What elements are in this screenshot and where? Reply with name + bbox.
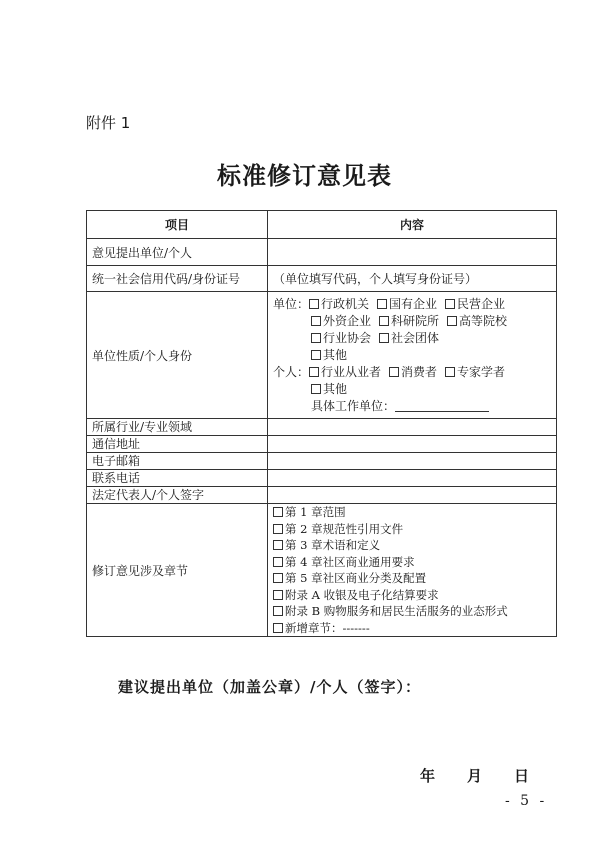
chapter-option[interactable]: 第 1 章范围 — [273, 504, 551, 521]
checkbox-option[interactable]: 国有企业 — [377, 296, 437, 313]
row-email-label: 电子邮箱 — [87, 453, 268, 470]
checkbox-option[interactable]: 外资企业 — [311, 313, 371, 330]
workplace-input[interactable] — [395, 401, 489, 412]
checkbox-icon — [311, 384, 321, 394]
row-sign-value[interactable] — [268, 487, 557, 504]
checkbox-icon — [273, 507, 283, 517]
checkbox-option[interactable]: 专家学者 — [445, 364, 505, 381]
unit-options-line-3 — [273, 330, 551, 347]
checkbox-icon — [311, 350, 321, 360]
checkbox-icon — [311, 316, 321, 326]
checkbox-icon — [389, 367, 399, 377]
unit-options-line-2 — [273, 313, 551, 330]
row-phone-label: 联系电话 — [87, 470, 268, 487]
person-options-line-1 — [273, 364, 551, 381]
row-sign-label: 法定代表人/个人签字 — [87, 487, 268, 504]
workplace-label: 具体工作单位： — [311, 398, 396, 413]
row-email-value[interactable] — [268, 453, 557, 470]
checkbox-icon — [309, 299, 319, 309]
checkbox-option[interactable]: 其他 — [311, 347, 347, 364]
row-phone-value[interactable] — [268, 470, 557, 487]
checkbox-icon — [273, 573, 283, 583]
header-content: 内容 — [268, 211, 557, 239]
row-nature-label: 单位性质/个人身份 — [87, 292, 268, 419]
chapter-option[interactable]: 第 5 章社区商业分类及配置 — [273, 570, 551, 587]
checkbox-icon — [379, 316, 389, 326]
row-code-label: 统一社会信用代码/身份证号 — [87, 266, 268, 292]
checkbox-icon — [377, 299, 387, 309]
checkbox-option[interactable]: 社会团体 — [379, 330, 439, 347]
row-address-label: 通信地址 — [87, 436, 268, 453]
checkbox-icon — [273, 540, 283, 550]
checkbox-icon — [273, 524, 283, 534]
page-number: - 5 - — [505, 793, 548, 809]
date-line — [420, 765, 561, 786]
row-address-value[interactable] — [268, 436, 557, 453]
date-year: 年 — [420, 767, 436, 785]
workplace-line — [273, 398, 551, 415]
checkbox-icon — [273, 606, 283, 616]
chapter-option[interactable]: 第 3 章术语和定义 — [273, 537, 551, 554]
row-chapters-label: 修订意见涉及章节 — [87, 504, 268, 637]
row-unit-label: 意见提出单位/个人 — [87, 239, 268, 266]
chapter-option[interactable]: 第 4 章社区商业通用要求 — [273, 554, 551, 571]
checkbox-option[interactable]: 高等院校 — [447, 313, 507, 330]
unit-options-line-4 — [273, 347, 551, 364]
header-item: 项目 — [87, 211, 268, 239]
checkbox-option[interactable]: 民营企业 — [445, 296, 505, 313]
annex-label: 附件 1 — [86, 114, 131, 132]
checkbox-icon — [447, 316, 457, 326]
chapter-option[interactable]: 新增章节：------- — [273, 620, 551, 637]
suggestion-signature-line: 建议提出单位（加盖公章）/个人（签字）： — [118, 678, 421, 696]
row-industry-value[interactable] — [268, 419, 557, 436]
date-day: 日 — [514, 767, 530, 785]
unit-options-line-1 — [273, 296, 551, 313]
checkbox-option[interactable]: 行政机关 — [309, 296, 369, 313]
checkbox-icon — [273, 590, 283, 600]
checkbox-icon — [273, 623, 283, 633]
checkbox-icon — [311, 333, 321, 343]
chapter-option[interactable]: 附录 A 收银及电子化结算要求 — [273, 587, 551, 604]
row-unit-value[interactable] — [268, 239, 557, 266]
revision-opinion-table — [86, 210, 557, 637]
checkbox-icon — [445, 367, 455, 377]
row-industry-label: 所属行业/专业领域 — [87, 419, 268, 436]
date-month: 月 — [467, 767, 483, 785]
checkbox-icon — [445, 299, 455, 309]
checkbox-option[interactable]: 科研院所 — [379, 313, 439, 330]
page-title: 标准修订意见表 — [217, 161, 392, 190]
checkbox-icon — [273, 557, 283, 567]
checkbox-option[interactable]: 消费者 — [389, 364, 437, 381]
chapter-option[interactable]: 附录 B 购物服务和居民生活服务的业态形式 — [273, 603, 551, 620]
person-options-line-2 — [273, 381, 551, 398]
person-prefix: 个人： — [273, 364, 310, 379]
checkbox-option[interactable]: 行业协会 — [311, 330, 371, 347]
unit-prefix: 单位： — [273, 296, 310, 311]
checkbox-icon — [379, 333, 389, 343]
checkbox-option[interactable]: 行业从业者 — [309, 364, 381, 381]
row-nature-value — [268, 292, 557, 419]
row-chapters-value — [268, 504, 557, 637]
row-code-value[interactable]: （单位填写代码，个人填写身份证号） — [268, 266, 557, 292]
chapter-option[interactable]: 第 2 章规范性引用文件 — [273, 521, 551, 538]
checkbox-option[interactable]: 其他 — [311, 381, 347, 398]
checkbox-icon — [309, 367, 319, 377]
